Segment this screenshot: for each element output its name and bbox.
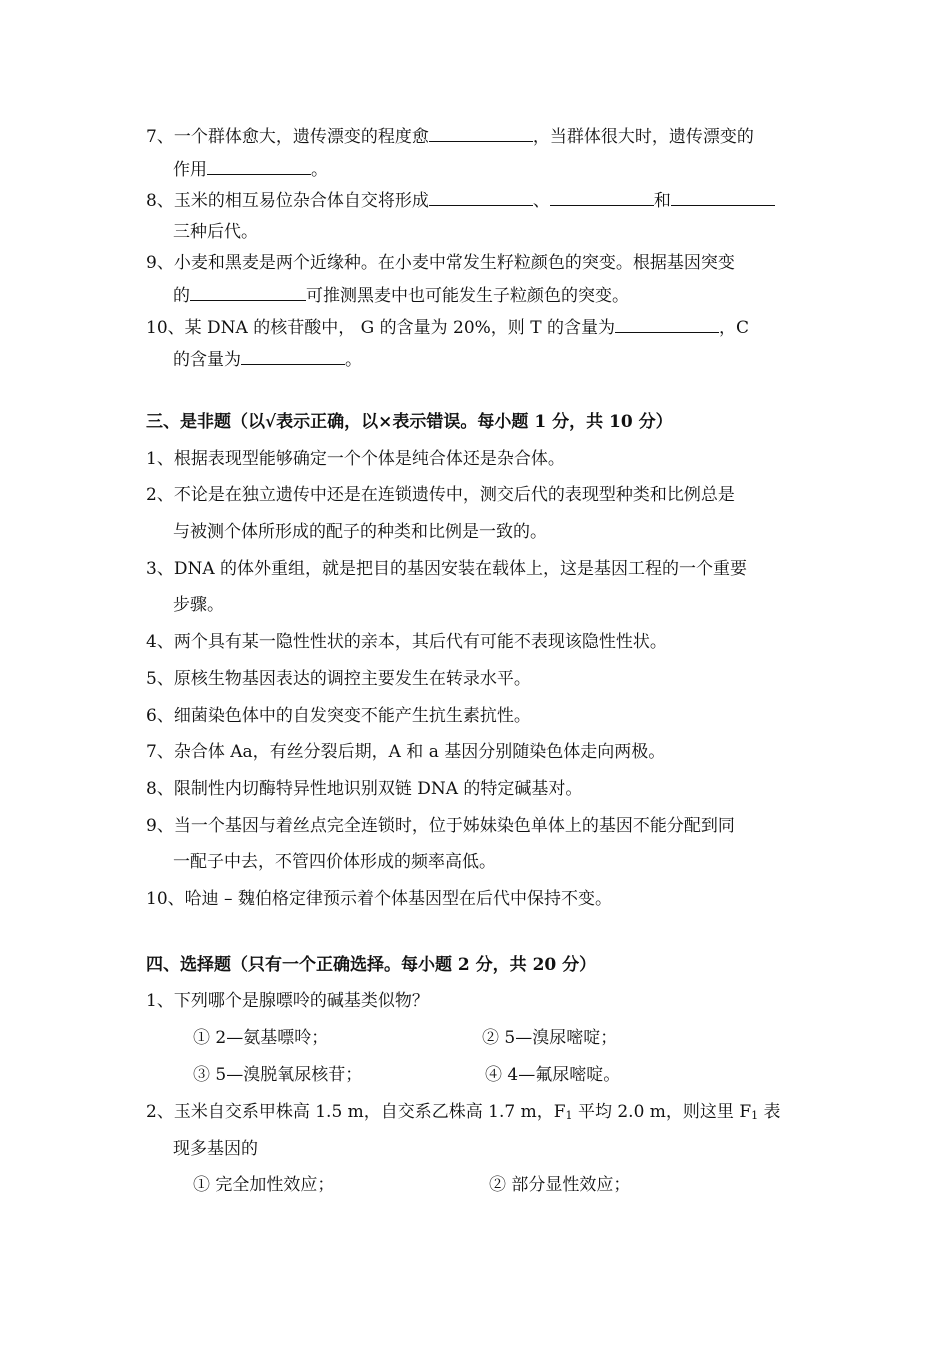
tf-q3-line2: 步骤。: [173, 595, 224, 615]
mc-q2-stem-line2: 现多基因的: [173, 1139, 258, 1159]
tf-q4: 4、两个具有某一隐性性状的亲本，其后代有可能不表现该隐性性状。: [146, 632, 667, 652]
fill-blank-q7-line2: [173, 157, 328, 181]
tf-q2-line2: 与被测个体所形成的配子的种类和比例是一致的。: [173, 522, 547, 542]
q10-text-d: 。: [345, 350, 362, 370]
fill-blank-q9-line2: [173, 283, 629, 307]
q8-text-b: 三种后代。: [173, 222, 258, 242]
tf-q1: 1、根据表现型能够确定一个个体是纯合体还是杂合体。: [146, 449, 565, 469]
tf-q6: 6、细菌染色体中的自发突变不能产生抗生素抗性。: [146, 706, 531, 726]
mc-q2-stem-b: 平均 2.0 m，则这里 F: [572, 1102, 752, 1122]
answer-blank[interactable]: [429, 188, 533, 206]
q7-text-d: 。: [311, 160, 328, 180]
answer-blank[interactable]: [671, 188, 775, 206]
q7-text-c: 作用: [173, 160, 207, 180]
subscript: 1: [565, 1109, 573, 1122]
mc-q2-stem-a: 2、玉米自交系甲株高 1.5 m，自交系乙株高 1.7 m，F: [146, 1102, 566, 1122]
tf-q9-line1: 9、当一个基因与着丝点完全连锁时，位于姊妹染色单体上的基因不能分配到同: [146, 816, 735, 836]
subscript: 1: [751, 1109, 759, 1122]
mc-q2-option-2[interactable]: ② 部分显性效应；: [489, 1175, 631, 1195]
fill-blank-q8-line1: [146, 188, 775, 212]
tf-q9-line2: 一配子中去，不管四价体形成的频率高低。: [173, 852, 496, 872]
q8-text-a: 8、玉米的相互易位杂合体自交将形成: [146, 191, 429, 211]
fill-blank-q10-line1: [146, 315, 749, 339]
mc-q1-stem: 1、下列哪个是腺嘌呤的碱基类似物？: [146, 991, 429, 1011]
q10-text-b: ，C: [718, 318, 749, 338]
tf-q3-line1: 3、DNA 的体外重组，就是把目的基因安装在载体上，这是基因工程的一个重要: [146, 559, 747, 579]
tf-q8: 8、限制性内切酶特异性地识别双链 DNA 的特定碱基对。: [146, 779, 583, 799]
q9-text-a: 9、小麦和黑麦是两个近缘种。在小麦中常发生籽粒颜色的突变。根据基因突变: [146, 253, 735, 273]
answer-blank[interactable]: [207, 157, 311, 175]
tf-q5: 5、原核生物基因表达的调控主要发生在转录水平。: [146, 669, 531, 689]
q8-sep-1: 、: [532, 191, 550, 211]
answer-blank[interactable]: [550, 188, 654, 206]
mc-q2-stem-line1: [146, 1100, 781, 1124]
section-3-heading: 三、是非题（以√表示正确，以×表示错误。每小题 1 分，共 10 分）: [146, 412, 673, 432]
fill-blank-q10-line2: [173, 347, 362, 371]
mc-q1-option-3[interactable]: ③ 5—溴脱氧尿核苷；: [193, 1065, 363, 1085]
answer-blank[interactable]: [190, 283, 306, 301]
fill-blank-q9-line1: [146, 251, 735, 275]
mc-q2-option-1[interactable]: ① 完全加性效应；: [193, 1175, 335, 1195]
q7-text-a: 7、一个群体愈大，遗传漂变的程度愈: [146, 127, 429, 147]
mc-q1-option-1[interactable]: ① 2—氨基嘌呤；: [193, 1028, 329, 1048]
tf-q2-line1: 2、不论是在独立遗传中还是在连锁遗传中，测交后代的表现型种类和比例总是: [146, 485, 735, 505]
tf-q7: 7、杂合体 Aa，有丝分裂后期，A 和 a 基因分别随染色体走向两极。: [146, 742, 666, 762]
answer-blank[interactable]: [615, 315, 719, 333]
answer-blank[interactable]: [429, 124, 533, 142]
section-4-heading: 四、选择题（只有一个正确选择。每小题 2 分，共 20 分）: [146, 955, 597, 975]
q8-sep-2: 和: [653, 191, 671, 211]
mc-q1-option-2[interactable]: ② 5—溴尿嘧啶；: [482, 1028, 618, 1048]
mc-q2-stem-c: 表: [758, 1102, 781, 1122]
q9-text-b: 的: [173, 286, 190, 306]
q9-text-c: 可推测黑麦中也可能发生子粒颜色的突变。: [306, 286, 629, 306]
q10-text-a: 10、某 DNA 的核苷酸中， G 的含量为 20%，则 T 的含量为: [146, 318, 615, 338]
answer-blank[interactable]: [241, 347, 345, 365]
q10-text-c: 的含量为: [173, 350, 241, 370]
fill-blank-q8-line2: [173, 220, 258, 244]
q7-text-b: ，当群体很大时，遗传漂变的: [532, 127, 754, 147]
mc-q1-option-4[interactable]: ④ 4—氟尿嘧啶。: [485, 1065, 621, 1085]
tf-q10: 10、哈迪 – 魏伯格定律预示着个体基因型在后代中保持不变。: [146, 889, 612, 909]
fill-blank-q7-line1: [146, 124, 754, 148]
